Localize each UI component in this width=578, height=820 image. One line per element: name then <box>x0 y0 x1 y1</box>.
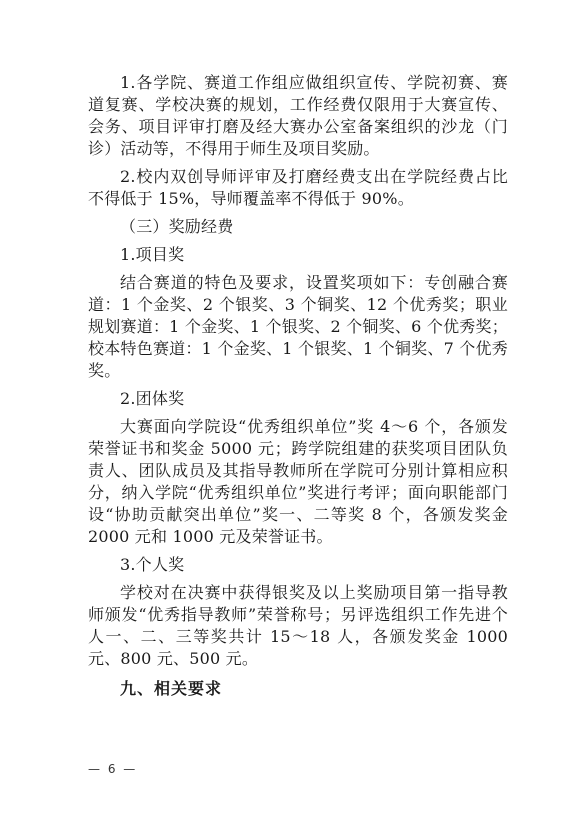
heading-team-award: 2.团体奖 <box>120 389 185 408</box>
paragraph-team-award: 大赛面向学院设“优秀组织单位”奖 4～6 个，各颁发荣誉证书和奖金 5000 元；跨学院组建的获奖项目团队负责人、团队成员及其指导教师所在学院可分别计算相应积分，纳入学院“优秀组织单位”奖进行考评；面向职能部门设“协助贡献突出单位”奖一、二等奖 8 个，各颁发奖金 2000 元和 1000 元及荣誉证书。 <box>88 417 508 546</box>
paragraph-project-award: 结合赛道的特色及要求，设置奖项如下：专创融合赛道：1 个金奖、2 个银奖、3 个铜奖、12 个优秀奖；职业规划赛道：1 个金奖、1 个银奖、2 个铜奖、6 个优秀奖；校本特色赛道：1 个金奖、1 个银奖、1 个铜奖、7 个优秀奖。 <box>88 273 508 380</box>
subheading-reward-funds: （三）奖励经费 <box>120 217 234 236</box>
heading-project-award: 1.项目奖 <box>120 245 185 264</box>
page-number: — 6 — <box>88 762 138 776</box>
section-title-requirements: 九、相关要求 <box>120 679 223 698</box>
paragraph-mentor-ratio: 2.校内双创导师评审及打磨经费支出在学院经费占比不得低于 15%，导师覆盖率不得低于 90%。 <box>88 167 508 208</box>
heading-individual-award: 3.个人奖 <box>120 555 185 574</box>
paragraph-individual-award: 学校对在决赛中获得银奖及以上奖励项目第一指导教师颁发“优秀指导教师”荣誉称号；另评选组织工作先进个人一、二、三等奖共计 15～18 人，各颁发奖金 1000 元、800 元、500 元。 <box>88 583 508 668</box>
paragraph-funding-scope: 1.各学院、赛道工作组应做组织宣传、学院初赛、赛道复赛、学校决赛的规划，工作经费仅限用于大赛宣传、会务、项目评审打磨及经大赛办公室备案组织的沙龙（门诊）活动等，不得用于师生及项目奖励。 <box>88 73 508 158</box>
document-body <box>88 72 508 700</box>
